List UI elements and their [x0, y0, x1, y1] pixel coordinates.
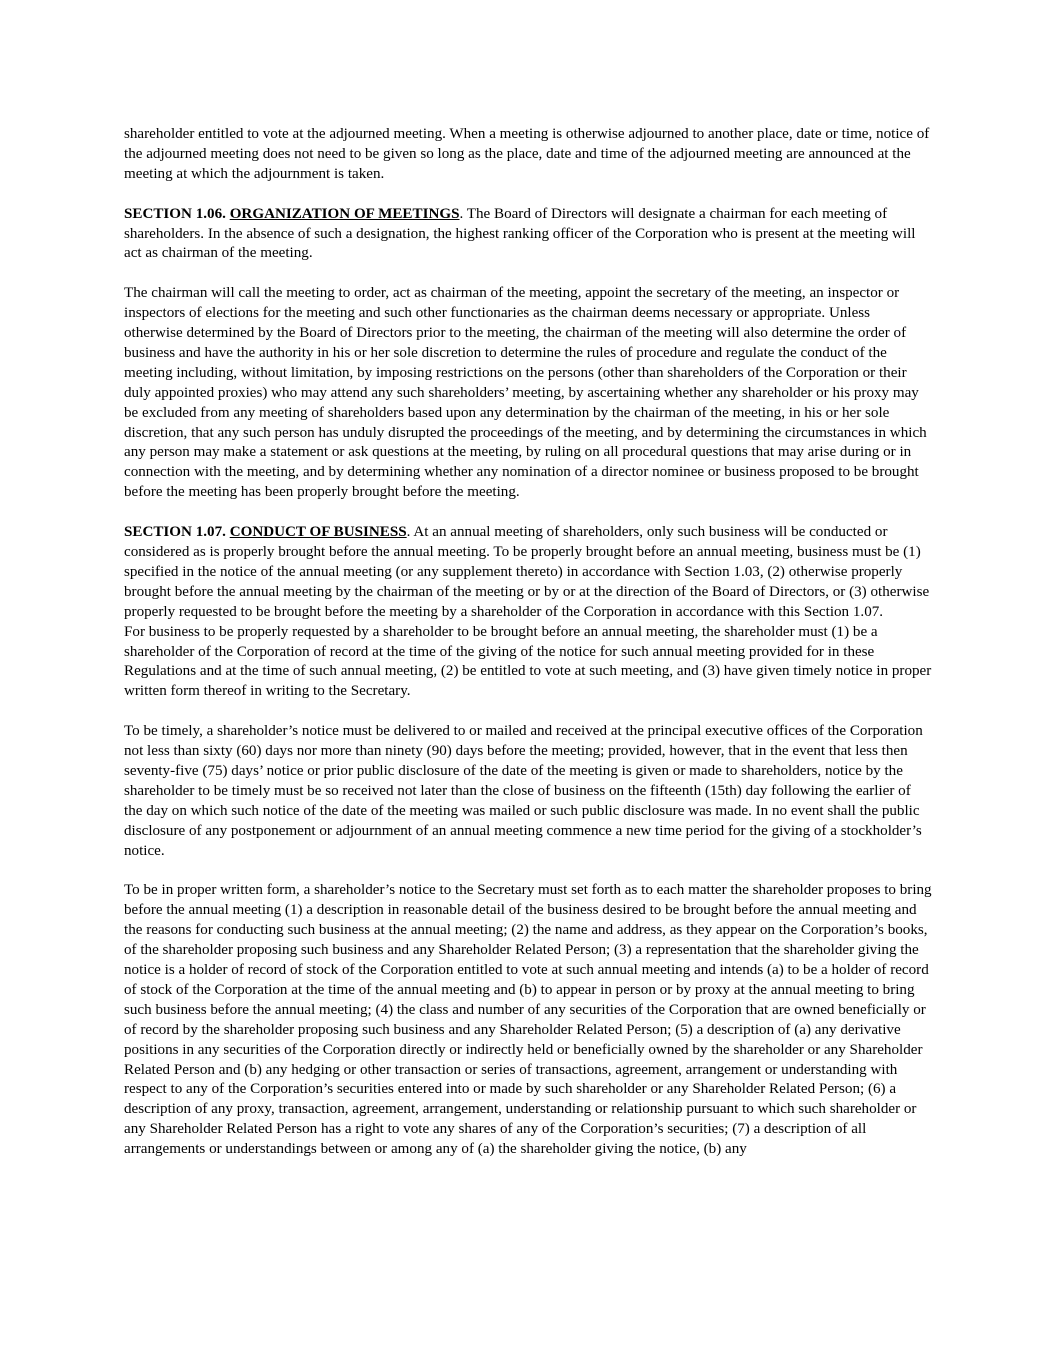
- section-1-07-shareholder-request-paragraph: For business to be properly requested by a shareholder to be brought before an annual meeting, the shareholder must (1) be a shareholder of the Corporation of record at the time of the giving of the notice for such annual meeting provided for in these Regulations and at the time of such annual meeting, (2) be entitled to vote at such meeting, and (3) have given timely notice in proper written form thereof in writing to the Secretary.: [124, 623, 932, 700]
- section-1-07-timely-notice-paragraph: To be timely, a shareholder’s notice must be delivered to or mailed and received at the principal executive offices of the Corporation not less than sixty (60) days nor more than ninety (90) days before the meeting; provided, however, that in the event that less then seventy-five (75) days’ notice or prior public disclosure of the date of the meeting is given or made to shareholders, notice by the shareholder to be timely must be so received not later than the close of business on the fifteenth (15th) day following the earlier of the day on which such notice of the date of the meeting was mailed or such public disclosure was made. In no event shall the public disclosure of any postponement or adjournment of an annual meeting commence a new time period for the giving of a stockholder’s notice.: [124, 723, 923, 859]
- section-1-06-chairman-paragraph: The chairman will call the meeting to order, act as chairman of the meeting, appoint the secretary of the meeting, an inspector or inspectors of elections for the meeting and such other functionaries as the chairman deems necessary or appropriate. Unless otherwise determined by the Board of Directors prior to the meeting, the chairman of the meeting will also determine the order of business and have the authority in his or her sole discretion to determine the rules of procedure and regulate the conduct of the meeting including, without limitation, by imposing restrictions on the persons (other than shareholders of the Corporation or their duly appointed proxies) who may attend any such shareholders’ meeting, by ascertaining whether any shareholder or his proxy may be excluded from any meeting of shareholders based upon any determination by the chairman of the meeting, in his or her sole discretion, that any such person has unduly disrupted the proceedings of the meeting, and by determining the circumstances in which any person may make a statement or ask questions at the meeting, by ruling on all procedural questions that may arise during or in connection with the meeting, and by determining whether any nomination of a director nominee or business proposed to be brought before the meeting has been properly brought before the meeting.: [124, 285, 927, 501]
- paragraph-continuation: shareholder entitled to vote at the adjourned meeting. When a meeting is otherwise adjourned to another place, date or time, notice of the adjourned meeting does not need to be given so long as the place, date and time of the adjourned meeting are announced at the meeting at which the adjournment is taken.: [124, 126, 930, 182]
- section-1-07-title: CONDUCT OF BUSINESS: [229, 524, 407, 541]
- section-1-07-written-form-paragraph: To be in proper written form, a shareholder’s notice to the Secretary must set forth as to each matter the shareholder proposes to bring before the annual meeting (1) a description in reasonable detail of the business desired to be brought before the annual meeting and the reasons for conducting such business at the annual meeting; (2) the name and address, as they appear on the Corporation’s books, of the shareholder proposing such business and any Shareholder Related Person; (3) a representation that the shareholder giving the notice is a holder of record of stock of the Corporation entitled to vote at such annual meeting and intends (a) to be a holder of record of stock of the Corporation at the time of the annual meeting and (b) to appear in person or by proxy at the annual meeting to bring such business before the annual meeting; (4) the class and number of any securities of the Corporation that are owned beneficially or of record by the shareholder proposing such business and any Shareholder Related Person; (5) a description of (a) any derivative positions in any securities of the Corporation directly or indirectly held or beneficially owned by the shareholder or any Shareholder Related Person and (b) any hedging or other transaction or series of transactions, agreement, arrangement or understanding with respect to any of the Corporation’s securities entered into or made by such shareholder or any Shareholder Related Person; (6) a description of any proxy, transaction, agreement, arrangement, understanding or relationship pursuant to which such shareholder or any Shareholder Related Person has a right to vote any shares of any of the Corporation’s securities; (7) a description of all arrangements or understandings between or among any of (a) the shareholder giving the notice, (b) any: [124, 882, 932, 1158]
- section-1-07-paragraph: [124, 523, 932, 623]
- section-1-06-number: SECTION 1.06.: [124, 205, 226, 222]
- section-1-06-paragraph: [124, 205, 932, 265]
- section-1-07-number: SECTION 1.07.: [124, 524, 226, 541]
- section-1-06-body: . The Board of Directors will designate a chairman for each meeting of shareholders. In the absence of such a designation, the highest ranking officer of the Corporation who is present at the meeting will act as chairman of the meeting.: [124, 205, 916, 262]
- document-page: [124, 125, 932, 1160]
- section-1-06-title: ORGANIZATION OF MEETINGS: [229, 205, 460, 222]
- section-1-07-body: . At an annual meeting of shareholders, only such business will be conducted or considered as is properly brought before the annual meeting. To be properly brought before an annual meeting, business must be (1) specified in the notice of the annual meeting (or any supplement thereto) in accordance with Section 1.03, (2) otherwise properly brought before the annual meeting by the chairman of the meeting or by or at the direction of the Board of Directors, or (3) otherwise properly requested to be brought before the meeting by a shareholder of the Corporation in accordance with this Section 1.07.: [124, 524, 930, 620]
